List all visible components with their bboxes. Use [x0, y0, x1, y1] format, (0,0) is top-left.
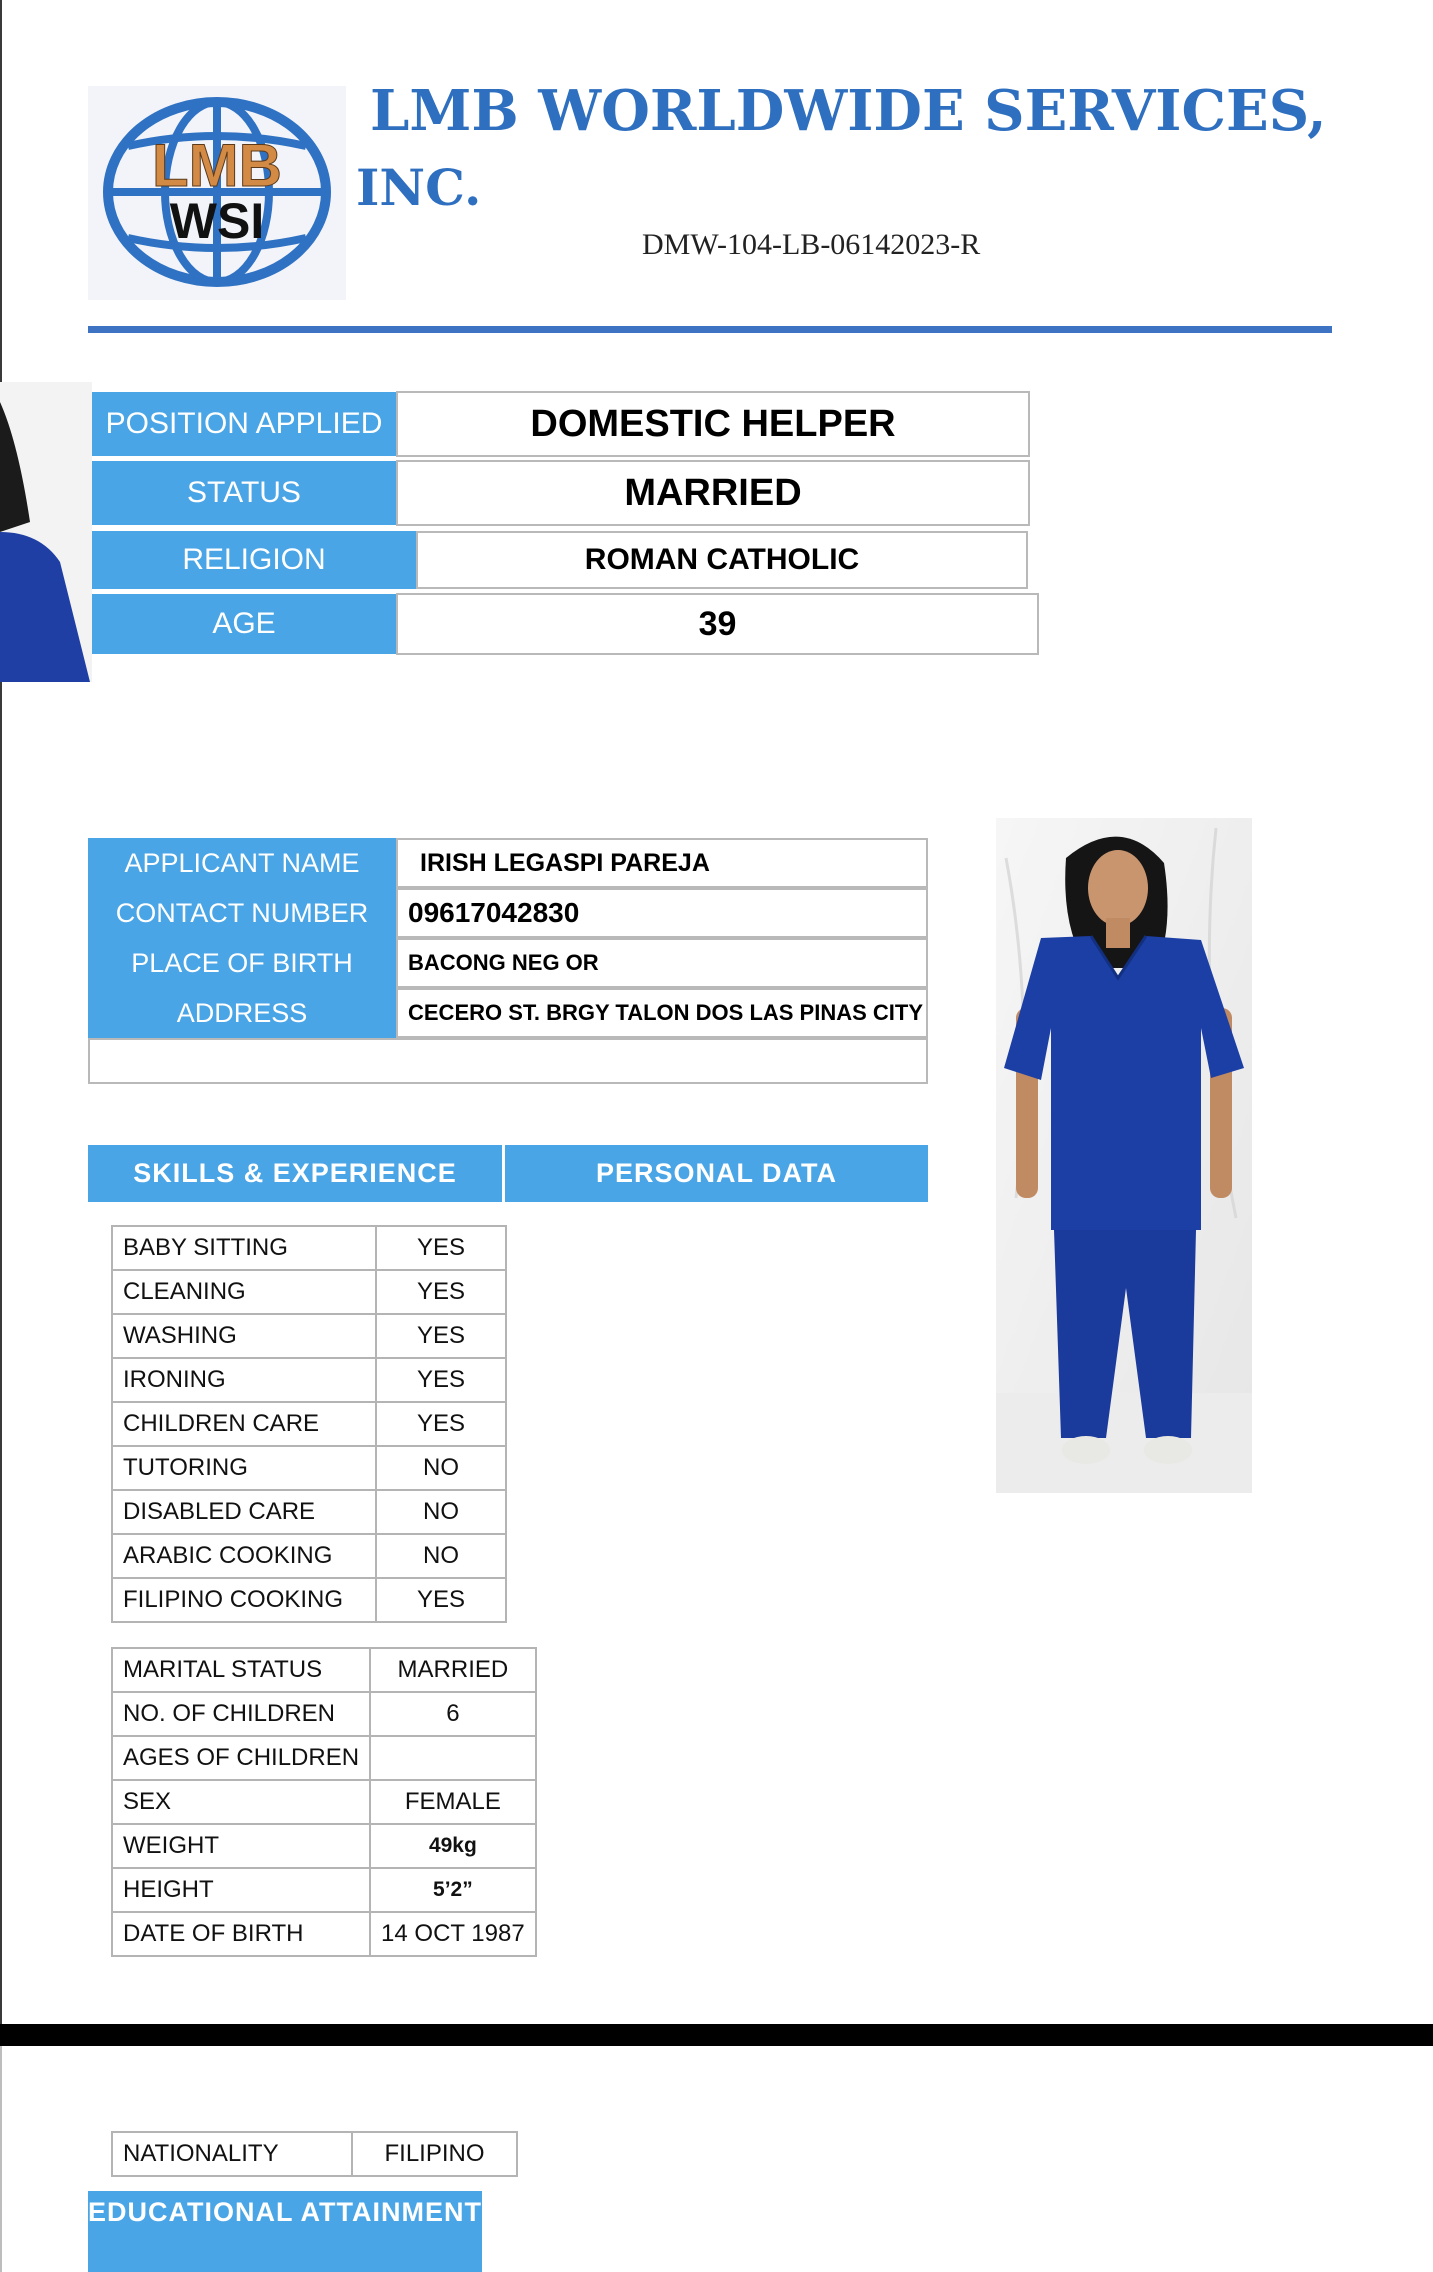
label-age: AGE	[92, 594, 396, 654]
page-left-edge	[0, 0, 2, 2024]
table-row	[112, 1578, 506, 1622]
personal-value: 5’2”	[370, 1868, 536, 1912]
skill-answer: NO	[376, 1490, 506, 1534]
personal-field: NO. OF CHILDREN	[112, 1692, 370, 1736]
section-personal-data: PERSONAL DATA	[505, 1145, 928, 1202]
personal-value: 6	[370, 1692, 536, 1736]
personal-value	[370, 1736, 536, 1780]
value-position-applied: DOMESTIC HELPER	[396, 391, 1030, 457]
personal-field: DATE OF BIRTH	[112, 1912, 370, 1956]
skill-name: WASHING	[112, 1314, 376, 1358]
table-row	[112, 1270, 506, 1314]
page-left-edge-lower	[0, 2046, 2, 2272]
value-religion: ROMAN CATHOLIC	[416, 531, 1028, 589]
skill-name: DISABLED CARE	[112, 1490, 376, 1534]
label-status: STATUS	[92, 461, 396, 525]
license-number: DMW-104-LB-06142023-R	[642, 228, 981, 261]
table-row	[112, 1490, 506, 1534]
table-row	[112, 1358, 506, 1402]
applicant-photo-partial	[0, 382, 92, 682]
value-applicant-name: IRISH LEGASPI PAREJA	[396, 838, 928, 888]
personal-field: HEIGHT	[112, 1868, 370, 1912]
value-place-of-birth: BACONG NEG OR	[396, 938, 928, 988]
table-row	[112, 2132, 517, 2176]
skill-answer: YES	[376, 1314, 506, 1358]
label-contact-number: CONTACT NUMBER	[88, 888, 396, 938]
personal-field: AGES OF CHILDREN	[112, 1736, 370, 1780]
label-position-applied: POSITION APPLIED	[92, 392, 396, 456]
nationality-table	[111, 2131, 518, 2177]
personal-field: WEIGHT	[112, 1824, 370, 1868]
skill-answer: YES	[376, 1226, 506, 1270]
skill-name: IRONING	[112, 1358, 376, 1402]
logo-text-bottom: WSI	[169, 193, 265, 249]
personal-field: SEX	[112, 1780, 370, 1824]
skill-answer: YES	[376, 1402, 506, 1446]
applicant-blank-row	[88, 1038, 928, 1084]
nationality-field: NATIONALITY	[112, 2132, 352, 2176]
page-break-band	[0, 2024, 1433, 2046]
label-religion: RELIGION	[92, 531, 416, 589]
company-name-line1: LMB WORLDWIDE SERVICES,	[370, 78, 1327, 144]
table-row	[112, 1780, 536, 1824]
personal-value: 14 OCT 1987	[370, 1912, 536, 1956]
section-educational-attainment: EDUCATIONAL ATTAINMENT	[88, 2191, 482, 2272]
table-row	[112, 1648, 536, 1692]
value-status: MARRIED	[396, 460, 1030, 526]
personal-value: FEMALE	[370, 1780, 536, 1824]
company-logo	[88, 86, 346, 300]
value-address: CECERO ST. BRGY TALON DOS LAS PINAS CITY	[396, 988, 928, 1038]
skill-name: FILIPINO COOKING	[112, 1578, 376, 1622]
skill-name: CHILDREN CARE	[112, 1402, 376, 1446]
skill-name: TUTORING	[112, 1446, 376, 1490]
skill-answer: NO	[376, 1446, 506, 1490]
table-row	[112, 1736, 536, 1780]
personal-data-table	[111, 1647, 537, 1957]
value-age: 39	[396, 593, 1039, 655]
skill-answer: YES	[376, 1270, 506, 1314]
table-row	[112, 1534, 506, 1578]
personal-value: MARRIED	[370, 1648, 536, 1692]
table-row	[112, 1692, 536, 1736]
skill-answer: YES	[376, 1358, 506, 1402]
table-row	[112, 1402, 506, 1446]
applicant-photo	[996, 818, 1252, 1493]
table-row	[112, 1824, 536, 1868]
skill-name: BABY SITTING	[112, 1226, 376, 1270]
skills-table	[111, 1225, 507, 1623]
skill-name: ARABIC COOKING	[112, 1534, 376, 1578]
table-row	[112, 1446, 506, 1490]
table-row	[112, 1868, 536, 1912]
table-row	[112, 1912, 536, 1956]
logo-text-top: LMB	[152, 132, 282, 199]
personal-value: 49kg	[370, 1824, 536, 1868]
company-name-line2: INC.	[356, 158, 482, 217]
label-address: ADDRESS	[88, 988, 396, 1038]
skill-answer: NO	[376, 1534, 506, 1578]
skill-name: CLEANING	[112, 1270, 376, 1314]
value-contact-number: 09617042830	[396, 888, 928, 938]
nationality-value: FILIPINO	[352, 2132, 517, 2176]
label-applicant-name: APPLICANT NAME	[88, 838, 396, 888]
skill-answer: YES	[376, 1578, 506, 1622]
label-place-of-birth: PLACE OF BIRTH	[88, 938, 396, 988]
personal-field: MARITAL STATUS	[112, 1648, 370, 1692]
header-divider	[88, 326, 1332, 333]
table-row	[112, 1226, 506, 1270]
section-skills-experience: SKILLS & EXPERIENCE	[88, 1145, 502, 1202]
table-row	[112, 1314, 506, 1358]
